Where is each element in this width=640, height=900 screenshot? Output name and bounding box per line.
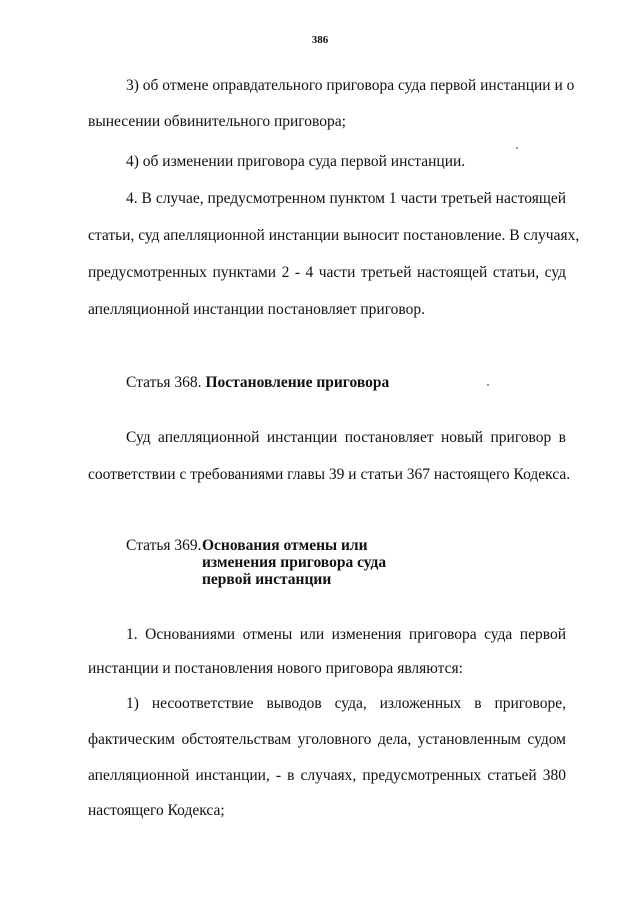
article-369-title-line-1: Основания отмены или xyxy=(202,537,368,554)
article-369-p1-line-2: инстанции и постановления нового приговора являются: xyxy=(88,660,463,677)
article-369-item1-line-3: апелляционной инстанции, - в случаях, предусмотренных статьей 380 xyxy=(88,767,566,784)
article-369-title-line-3: первой инстанции xyxy=(202,571,332,588)
section-4-line-3: предусмотренных пунктами 2 - 4 части третьей настоящей статьи, суд xyxy=(88,264,566,281)
article-368-title: Постановление приговора xyxy=(205,374,390,391)
article-369-item1-line-1: 1) несоответствие выводов суда, изложенных в приговоре, xyxy=(126,695,566,712)
article-369-prefix: Статья 369. xyxy=(126,537,202,554)
article-368-text-line-1: Суд апелляционной инстанции постановляет новый приговор в xyxy=(126,429,566,446)
article-369-title-line-2: изменения приговора суда xyxy=(202,554,387,571)
article-369-item1-line-2: фактическим обстоятельствам уголовного дела, установленным судом xyxy=(88,731,566,748)
page-number: 386 xyxy=(311,34,329,46)
section-4-line-1: 4. В случае, предусмотренном пунктом 1 части третьей настоящей xyxy=(126,190,566,207)
section-4-line-2: статьи, суд апелляционной инстанции выносит постановление. В случаях, xyxy=(88,227,580,244)
item-3-line-2: вынесении обвинительного приговора; xyxy=(88,113,346,130)
article-369-p1-line-1: 1. Основаниями отмены или изменения приговора суда первой xyxy=(126,626,566,643)
article-368-text-line-2: соответствии с требованиями главы 39 и статьи 367 настоящего Кодекса. xyxy=(88,466,571,483)
item-3-line-1: 3) об отмене оправдательного приговора суда первой инстанции и о xyxy=(126,77,575,94)
article-369-item1-line-4: настоящего Кодекса; xyxy=(88,802,225,819)
article-368-prefix: Статья 368. xyxy=(126,374,202,391)
section-4-line-4: апелляционной инстанции постановляет приговор. xyxy=(88,301,426,318)
item-4-line-1: 4) об изменении приговора суда первой инстанции. xyxy=(126,153,466,170)
scan-speck xyxy=(516,147,518,149)
article-368-heading xyxy=(126,373,389,393)
scan-speck xyxy=(487,384,489,386)
